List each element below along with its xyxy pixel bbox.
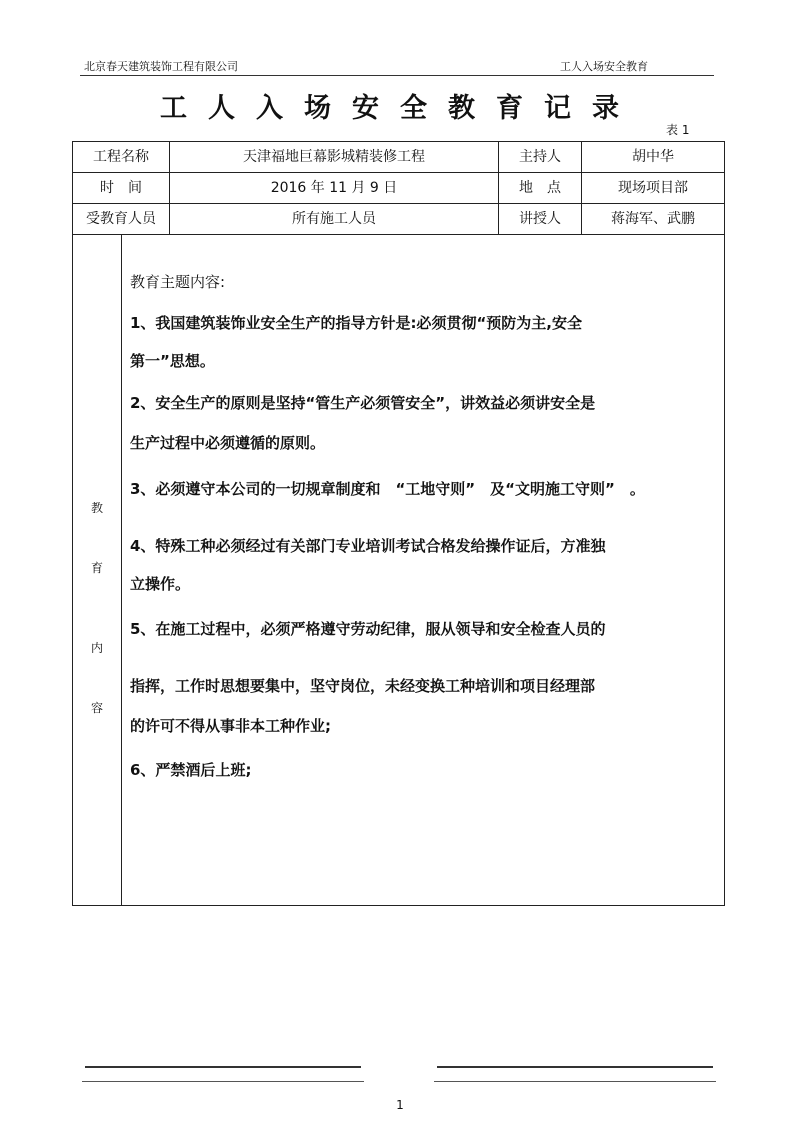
content-line: 4、特殊工种必须经过有关部门专业培训考试合格发给操作证后，方准独 (130, 537, 606, 555)
document-title: 工人入场安全教育记录 (160, 93, 640, 124)
project-name-label: 工程名称 (73, 142, 170, 172)
info-row-time (73, 173, 724, 204)
info-row-project (73, 142, 724, 173)
attendees-label: 受教育人员 (73, 204, 170, 234)
side-label-char: 容 (90, 701, 103, 715)
content-line: 指挥，工作时思想要集中，坚守岗位，未经变换工种培训和项目经理部 (130, 677, 596, 695)
content-line: 5、在施工过程中，必须严格遵守劳动纪律，服从领导和安全检查人员的 (130, 620, 606, 638)
footer-rule-right (437, 1066, 713, 1068)
lecturer-value: 蒋海军、武鹏 (611, 211, 695, 227)
content-line: 生产过程中必须遵循的原则。 (130, 434, 326, 452)
footer-rule-left (85, 1066, 361, 1068)
content-line: 3、必须遵守本公司的一切规章制度和 “工地守则” 及“文明施工守则” 。 (130, 480, 645, 498)
time-label: 时 间 (73, 173, 170, 203)
content-line: 6、严禁酒后上班; (130, 761, 252, 779)
time-value: 2016 年 11 月 9 日 (170, 173, 499, 203)
content-line: 立操作。 (130, 575, 191, 593)
record-table (72, 141, 725, 906)
content-heading: 教育主题内容: (130, 273, 226, 291)
host-value: 胡中华 (632, 149, 674, 165)
header-rule (80, 75, 714, 76)
info-row-attendees (73, 204, 724, 235)
host-label: 主持人 (499, 142, 582, 172)
content-line: 的许可不得从事非本工种作业; (130, 717, 331, 735)
document-type: 工人入场安全教育 (560, 60, 648, 73)
location-label: 地 点 (499, 173, 582, 203)
lecturer-label: 讲授人 (499, 204, 582, 234)
project-name-value: 天津福地巨幕影城精装修工程 (170, 142, 499, 172)
content-line: 第一”思想。 (130, 352, 215, 370)
side-label-char: 教 (90, 501, 103, 515)
content-line: 2、安全生产的原则是坚持“管生产必须管安全”，讲效益必须讲安全是 (130, 394, 596, 412)
location-value: 现场项目部 (618, 180, 688, 196)
education-content-side-label (73, 235, 122, 905)
attendees-value: 所有施工人员 (170, 204, 499, 234)
footer-thin-rule-right (434, 1081, 716, 1082)
company-name: 北京春天建筑装饰工程有限公司 (84, 60, 238, 73)
side-label-char: 育 (90, 561, 103, 575)
page-number: 1 (396, 1098, 404, 1112)
table-number: 表 1 (666, 123, 690, 137)
content-line: 1、我国建筑装饰业安全生产的指导方针是:必须贯彻“预防为主,安全 (130, 314, 582, 332)
footer-thin-rule-left (82, 1081, 364, 1082)
side-label-char: 内 (90, 641, 103, 655)
